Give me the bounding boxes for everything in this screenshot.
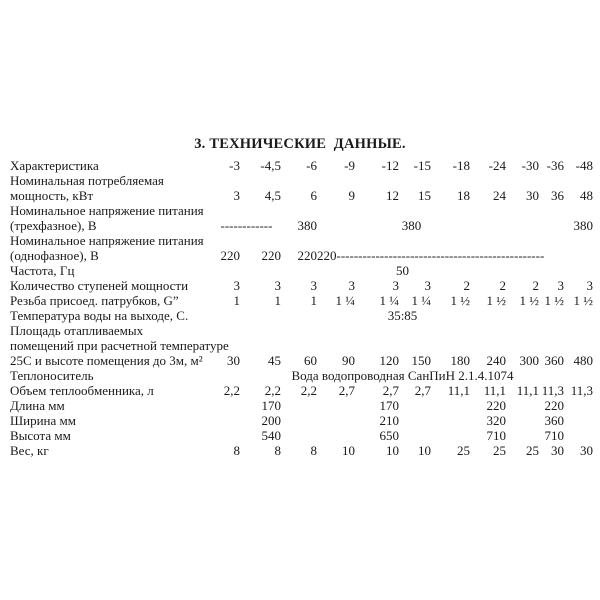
table-cell bbox=[399, 413, 431, 428]
table-cell: 10 bbox=[418, 443, 431, 458]
row-label: Частота, Гц bbox=[10, 263, 75, 278]
row-label: Температура воды на выходе, С. bbox=[10, 308, 189, 323]
table-cell: 710 bbox=[486, 428, 506, 443]
technical-data-table bbox=[10, 158, 593, 458]
table-cell bbox=[317, 413, 355, 428]
table-cell: 220------------------------------------------------ bbox=[317, 248, 545, 263]
table-cell: 3 bbox=[424, 278, 431, 293]
row-label: Количество ступеней мощности bbox=[10, 278, 189, 293]
table-cell: 11,1 bbox=[516, 383, 539, 398]
table-cell: 2,2 bbox=[223, 383, 240, 398]
table-cell bbox=[317, 398, 355, 413]
table-cell: 170 bbox=[261, 398, 281, 413]
table-row bbox=[10, 308, 593, 323]
table-row bbox=[10, 158, 593, 173]
table-cell: 2 bbox=[499, 278, 506, 293]
table-cell: 1 ½ bbox=[519, 293, 539, 308]
table-cell: 320 bbox=[486, 413, 506, 428]
row-label: Длина мм bbox=[10, 398, 65, 413]
row-label: (однофазное), В bbox=[10, 248, 99, 263]
table-cell: 3 bbox=[310, 278, 317, 293]
row-label: Номинальное напряжение питания bbox=[10, 203, 204, 218]
table-body bbox=[10, 158, 593, 458]
table-cell: 8 bbox=[274, 443, 281, 458]
table-cell: 30 bbox=[526, 188, 539, 203]
table-cell: 1 bbox=[310, 293, 317, 308]
table-cell bbox=[399, 398, 431, 413]
table-cell: 3 bbox=[586, 278, 593, 293]
row-label: Площадь отапливаемых bbox=[10, 323, 144, 338]
table-cell: 360 bbox=[544, 353, 564, 368]
table-cell: 220 bbox=[220, 248, 240, 263]
table-row bbox=[10, 218, 593, 233]
row-label: Номинальное напряжение питания bbox=[10, 233, 204, 248]
row-label: 25С и высоте помещения до 3м, м² bbox=[10, 353, 203, 368]
table-row bbox=[10, 443, 593, 458]
table-cell: 150 bbox=[411, 353, 431, 368]
table-cell: 1 ½ bbox=[573, 293, 593, 308]
table-row bbox=[10, 338, 593, 353]
table-cell: 30 bbox=[227, 353, 240, 368]
column-header: -36 bbox=[546, 158, 564, 173]
column-header: -24 bbox=[488, 158, 506, 173]
table-cell: 4,5 bbox=[264, 188, 281, 203]
row-label: Высота мм bbox=[10, 428, 71, 443]
table-cell: 2 bbox=[532, 278, 539, 293]
section-title: 3. ТЕХНИЧЕСКИЕ ДАННЫЕ. bbox=[194, 136, 406, 152]
column-header: -15 bbox=[413, 158, 431, 173]
column-header: -3 bbox=[229, 158, 240, 173]
table-cell: 3 bbox=[392, 278, 399, 293]
table-cell: Вода водопроводная СанПиН 2.1.4.1074 bbox=[291, 368, 514, 383]
table-cell bbox=[506, 413, 539, 428]
table-cell bbox=[212, 413, 240, 428]
table-cell: 2,2 bbox=[264, 383, 281, 398]
table-cell: 48 bbox=[580, 188, 593, 203]
table-cell: 1 bbox=[233, 293, 240, 308]
table-cell: 24 bbox=[493, 188, 506, 203]
table-cell: 60 bbox=[304, 353, 317, 368]
table-cell: 11,1 bbox=[447, 383, 470, 398]
table-cell bbox=[564, 413, 593, 428]
table-cell: 120 bbox=[379, 353, 399, 368]
table-cell: 710 bbox=[544, 428, 564, 443]
table-cell: 8 bbox=[310, 443, 317, 458]
column-header-label: Характеристика bbox=[10, 158, 99, 173]
table-cell: 360 bbox=[544, 413, 564, 428]
table-cell: 2,7 bbox=[414, 383, 431, 398]
table-cell bbox=[281, 398, 317, 413]
table-cell: 1 bbox=[274, 293, 281, 308]
table-cell bbox=[281, 413, 317, 428]
column-header: -48 bbox=[575, 158, 593, 173]
table-cell: 90 bbox=[342, 353, 355, 368]
column-header: -4,5 bbox=[260, 158, 281, 173]
table-cell: 220 bbox=[486, 398, 506, 413]
table-cell: 10 bbox=[342, 443, 355, 458]
table-cell bbox=[431, 428, 470, 443]
column-header: -18 bbox=[452, 158, 470, 173]
table-cell: 35:85 bbox=[387, 308, 418, 323]
table-cell: 8 bbox=[233, 443, 240, 458]
row-label: Номинальная потребляемая bbox=[10, 173, 164, 188]
table-cell: 1 ¼ bbox=[379, 293, 399, 308]
table-cell: 45 bbox=[268, 353, 281, 368]
table-cell: 11,3 bbox=[570, 383, 593, 398]
table-row bbox=[10, 263, 593, 278]
table-cell bbox=[431, 413, 470, 428]
table-cell: 30 bbox=[580, 443, 593, 458]
table-cell bbox=[281, 428, 317, 443]
table-cell: 210 bbox=[379, 413, 399, 428]
table-cell: 220 bbox=[297, 248, 317, 263]
table-cell: ------------ bbox=[220, 218, 273, 233]
table-row bbox=[10, 233, 593, 248]
table-cell: 2,2 bbox=[300, 383, 317, 398]
table-cell: 380 bbox=[573, 218, 593, 233]
table-cell bbox=[212, 398, 240, 413]
table-cell: 3 bbox=[233, 188, 240, 203]
table-cell: 180 bbox=[450, 353, 470, 368]
row-label: Ширина мм bbox=[10, 413, 76, 428]
table-cell: 220 bbox=[544, 398, 564, 413]
row-label: Вес, кг bbox=[10, 443, 49, 458]
table-row bbox=[10, 293, 593, 308]
table-cell: 11,1 bbox=[483, 383, 506, 398]
table-cell bbox=[506, 428, 539, 443]
table-cell: 1 ½ bbox=[450, 293, 470, 308]
table-cell: 2,7 bbox=[338, 383, 355, 398]
table-cell: 1 ½ bbox=[486, 293, 506, 308]
column-header: -30 bbox=[521, 158, 539, 173]
table-cell: 1 ¼ bbox=[335, 293, 355, 308]
table-row bbox=[10, 368, 593, 383]
table-cell: 540 bbox=[261, 428, 281, 443]
table-cell: 200 bbox=[261, 413, 281, 428]
table-cell: 380 bbox=[297, 218, 317, 233]
table-cell bbox=[399, 428, 431, 443]
table-cell bbox=[506, 398, 539, 413]
table-cell: 240 bbox=[486, 353, 506, 368]
row-label: (трехфазное), В bbox=[10, 218, 97, 233]
table-row bbox=[10, 188, 593, 203]
table-cell: 3 bbox=[233, 278, 240, 293]
table-row bbox=[10, 428, 593, 443]
row-label: Теплоноситель bbox=[10, 368, 94, 383]
table-cell: 2,7 bbox=[382, 383, 399, 398]
table-cell: 1 ½ bbox=[544, 293, 564, 308]
table-cell: 3 bbox=[348, 278, 355, 293]
table-cell bbox=[564, 398, 593, 413]
row-label: Объем теплообменника, л bbox=[10, 383, 154, 398]
table-cell: 300 bbox=[519, 353, 539, 368]
table-row bbox=[10, 413, 593, 428]
table-row bbox=[10, 398, 593, 413]
table-cell: 25 bbox=[457, 443, 470, 458]
table-row bbox=[10, 248, 593, 263]
table-cell: 50 bbox=[396, 263, 409, 278]
table-cell: 6 bbox=[310, 188, 317, 203]
column-header: -12 bbox=[381, 158, 399, 173]
table-cell: 220 bbox=[261, 248, 281, 263]
table-cell bbox=[564, 428, 593, 443]
table-cell: 36 bbox=[551, 188, 564, 203]
table-cell: 1 ¼ bbox=[411, 293, 431, 308]
column-header: -6 bbox=[306, 158, 317, 173]
table-cell: 3 bbox=[274, 278, 281, 293]
row-label: мощность, кВт bbox=[10, 188, 94, 203]
table-cell: 9 bbox=[348, 188, 355, 203]
table-row bbox=[10, 323, 593, 338]
table-row bbox=[10, 383, 593, 398]
table-row bbox=[10, 353, 593, 368]
table-cell: 10 bbox=[386, 443, 399, 458]
table-cell: 25 bbox=[493, 443, 506, 458]
table-cell bbox=[317, 428, 355, 443]
row-label: Резьба присоед. патрубков, G” bbox=[10, 293, 179, 308]
table-cell: 18 bbox=[457, 188, 470, 203]
table-row bbox=[10, 278, 593, 293]
table-cell: 11,3 bbox=[541, 383, 564, 398]
table-cell: 3 bbox=[557, 278, 564, 293]
table-cell bbox=[212, 428, 240, 443]
table-row bbox=[10, 203, 593, 218]
table-row bbox=[10, 173, 593, 188]
table-cell: 380 bbox=[401, 218, 422, 233]
table-cell: 12 bbox=[386, 188, 399, 203]
table-cell: 15 bbox=[418, 188, 431, 203]
table-cell bbox=[431, 398, 470, 413]
table-cell: 650 bbox=[379, 428, 399, 443]
column-header: -9 bbox=[344, 158, 355, 173]
table-cell: 480 bbox=[573, 353, 593, 368]
table-cell: 30 bbox=[551, 443, 564, 458]
table-cell: 170 bbox=[379, 398, 399, 413]
row-label: помещений при расчетной температуре bbox=[10, 338, 229, 353]
table-cell: 2 bbox=[463, 278, 470, 293]
table-cell: 25 bbox=[526, 443, 539, 458]
